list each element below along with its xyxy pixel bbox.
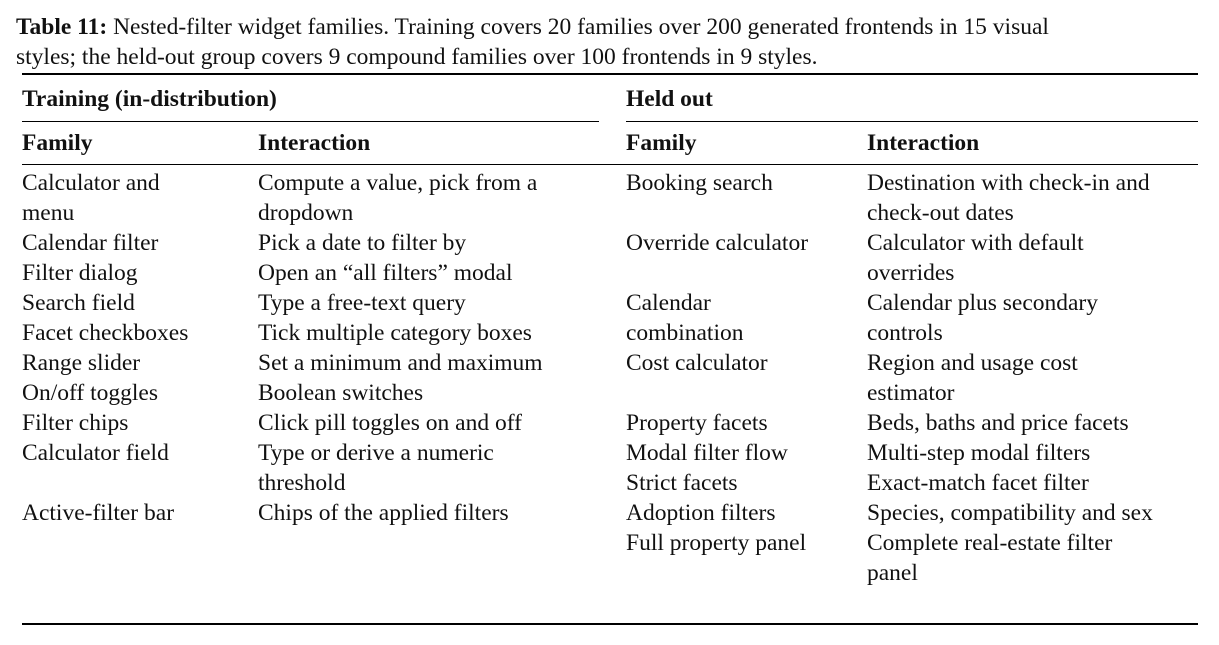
training-interaction-cell: dropdown xyxy=(258,200,354,226)
heldout-interaction-cell: Beds, baths and price facets xyxy=(867,410,1129,436)
heldout-family-cell: Strict facets xyxy=(626,470,738,496)
heldout-family-header: Family xyxy=(626,130,697,156)
heldout-family-cell: Full property panel xyxy=(626,530,807,556)
heldout-interaction-header: Interaction xyxy=(867,130,980,156)
training-family-cell: Filter dialog xyxy=(22,260,138,286)
training-interaction-cell: Chips of the applied filters xyxy=(258,500,509,526)
training-family-cell: Facet checkboxes xyxy=(22,320,189,346)
training-interaction-cell: Open an “all filters” modal xyxy=(258,260,513,286)
training-family-cell: Search field xyxy=(22,290,135,316)
training-interaction-header: Interaction xyxy=(258,130,371,156)
heldout-interaction-cell: overrides xyxy=(867,260,955,286)
heldout-family-cell: Adoption filters xyxy=(626,500,776,526)
training-interaction-cell: Boolean switches xyxy=(258,380,424,406)
heldout-interaction-cell: check-out dates xyxy=(867,200,1014,226)
heldout-interaction-cell: Region and usage cost xyxy=(867,350,1078,376)
table-top-rule xyxy=(22,73,1198,75)
heldout-interaction-cell: controls xyxy=(867,320,943,346)
training-family-cell: Calculator and xyxy=(22,170,160,196)
heldout-family-cell: Booking search xyxy=(626,170,773,196)
heldout-group-rule xyxy=(626,121,1198,122)
caption-text-line1: Nested-filter widget families. Training covers 20 families over 200 generated frontends in 15 visual xyxy=(113,14,1049,40)
training-family-cell: menu xyxy=(22,200,75,226)
training-interaction-cell: Pick a date to filter by xyxy=(258,230,467,256)
training-family-header: Family xyxy=(22,130,93,156)
heldout-family-cell: combination xyxy=(626,320,744,346)
caption-label: Table 11: xyxy=(16,14,108,40)
caption-text-line2: styles; the held-out group covers 9 compound families over 100 frontends in 9 styles. xyxy=(16,44,818,70)
training-group-title: Training (in-distribution) xyxy=(22,86,277,112)
heldout-family-cell: Modal filter flow xyxy=(626,440,788,466)
heldout-interaction-cell: Species, compatibility and sex xyxy=(867,500,1153,526)
heldout-group-title: Held out xyxy=(626,86,713,112)
heldout-family-cell: Calendar xyxy=(626,290,711,316)
heldout-family-cell: Override calculator xyxy=(626,230,809,256)
training-family-cell: Filter chips xyxy=(22,410,129,436)
training-interaction-cell: Type a free-text query xyxy=(258,290,466,316)
training-interaction-cell: Set a minimum and maximum xyxy=(258,350,543,376)
training-interaction-cell: Type or derive a numeric xyxy=(258,440,494,466)
heldout-interaction-cell: Calendar plus secondary xyxy=(867,290,1099,316)
training-group-rule xyxy=(22,121,599,122)
training-family-cell: Range slider xyxy=(22,350,141,376)
training-family-cell: Active-filter bar xyxy=(22,500,175,526)
heldout-family-cell: Cost calculator xyxy=(626,350,768,376)
heldout-interaction-cell: Destination with check-in and xyxy=(867,170,1150,196)
training-interaction-cell: threshold xyxy=(258,470,346,496)
heldout-interaction-cell: Exact-match facet filter xyxy=(867,470,1089,496)
heldout-interaction-cell: estimator xyxy=(867,380,955,406)
heldout-interaction-cell: Calculator with default xyxy=(867,230,1084,256)
heldout-interaction-cell: Multi-step modal filters xyxy=(867,440,1091,466)
heldout-interaction-cell: panel xyxy=(867,560,918,586)
table-bottom-rule xyxy=(22,623,1198,625)
table-caption xyxy=(16,12,1211,72)
heldout-family-cell: Property facets xyxy=(626,410,768,436)
heldout-interaction-cell: Complete real-estate filter xyxy=(867,530,1113,556)
training-interaction-cell: Tick multiple category boxes xyxy=(258,320,532,346)
training-interaction-cell: Click pill toggles on and off xyxy=(258,410,522,436)
training-interaction-cell: Compute a value, pick from a xyxy=(258,170,538,196)
header-mid-rule xyxy=(22,164,1198,165)
training-family-cell: On/off toggles xyxy=(22,380,158,406)
training-family-cell: Calculator field xyxy=(22,440,169,466)
training-family-cell: Calendar filter xyxy=(22,230,159,256)
